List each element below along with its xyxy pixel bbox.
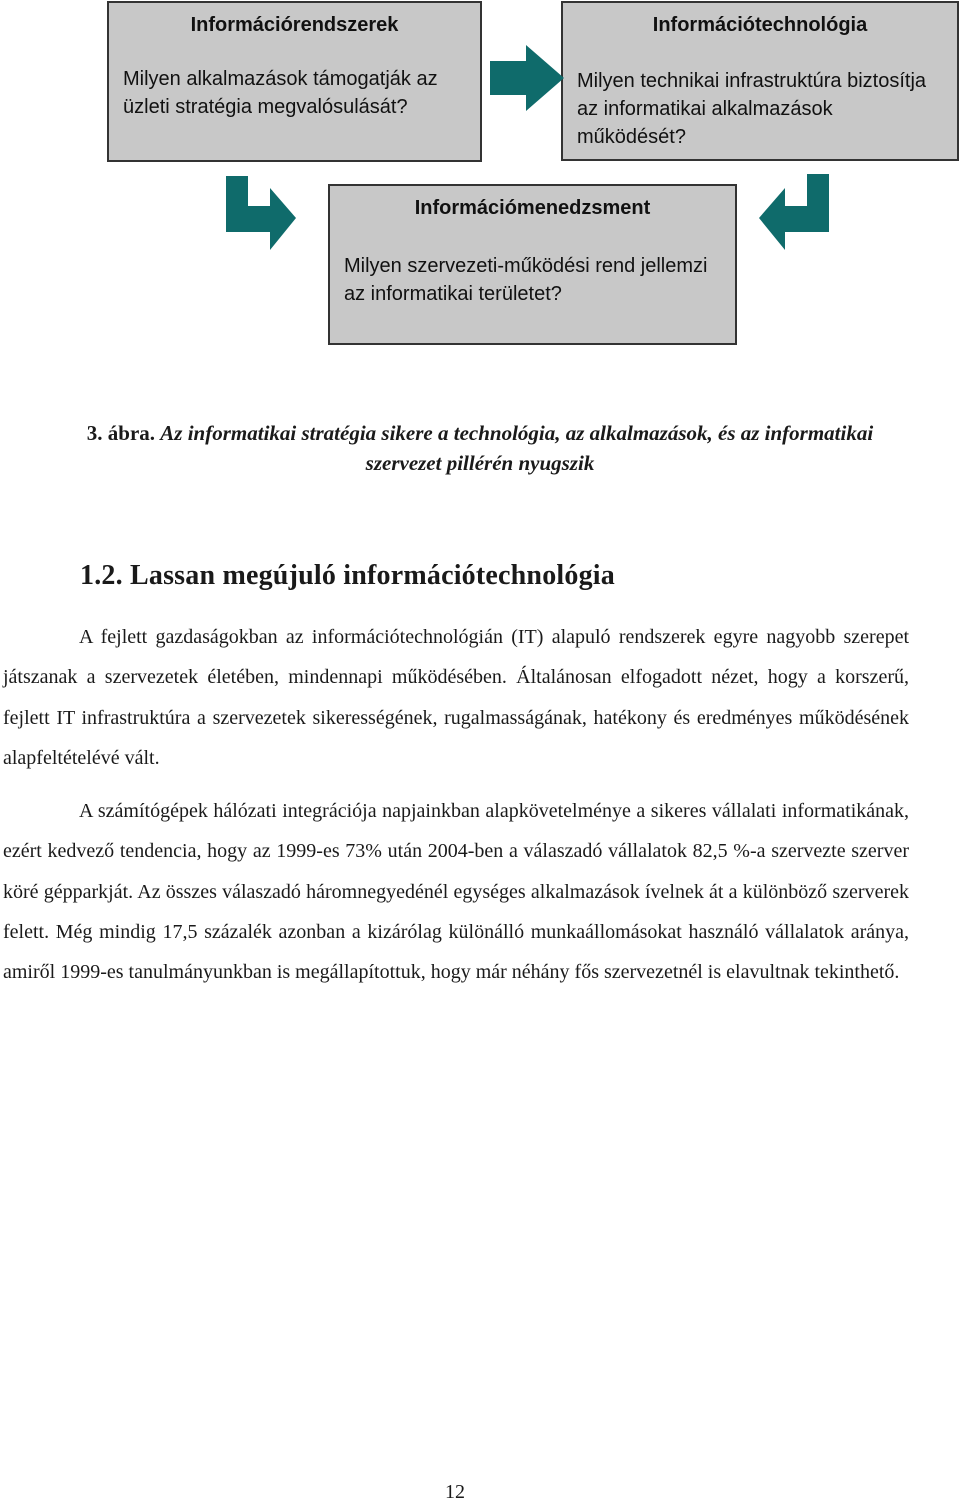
arrow-right-icon	[490, 45, 564, 111]
figure-label: 3. ábra.	[86, 421, 156, 445]
information-technology-question: Milyen technikai infrastruktúra biztosítja az informatikai alkalmazások működését?	[577, 70, 927, 148]
body-paragraph: A számítógépek hálózati integrációja napjainkban alapkövetelménye a sikeres vállalati informatikának, ezért kedvező tendencia, hogy az 1999-es 73% után 2004-ben a válaszadó vállalatok 82,5 %-a szervezte szerver köré gépparkját. Az összes válaszadó háromnegyedénél egységes alkalmazások ívelnek át a különböző szerverek felett. Még mindig 17,5 százalék azonban a kizárólag különálló munkaállomásokat használó vállalatok aránya, amiről 1999-es tanulmányunkban is megállapítottuk, hogy már néhány fős szervezetnél is elavultnak tekinthető.	[3, 800, 909, 984]
page-number: 12	[445, 1481, 465, 1503]
information-systems-question: Milyen alkalmazások támogatják az üzleti stratégia megvalósulását?	[123, 68, 438, 118]
information-technology-box	[561, 1, 959, 161]
information-systems-box	[107, 1, 482, 162]
information-technology-title: Információtechnológia	[652, 14, 868, 36]
figure-caption-line-2: szervezet pillérén nyugszik	[365, 451, 595, 475]
body-paragraph: A fejlett gazdaságokban az információtechnológián (IT) alapuló rendszerek egyre nagyobb szerepet játszanak a szervezetek életében, mindennapi működésében. Általánosan elfogadott nézet, hogy a korszerű, fejlett IT infrastruktúra a szervezetek sikerességének, rugalmasságának, hatékony és eredményes működésének alapfeltételévé vált.	[3, 626, 909, 769]
section-heading: 1.2. Lassan megújuló információtechnológia	[80, 560, 615, 591]
information-management-title: Információmenedzsment	[414, 197, 651, 219]
arrow-down-right-icon	[226, 176, 296, 250]
information-management-box	[328, 184, 737, 345]
figure-caption	[0, 418, 960, 478]
figure-caption-line-1: Az informatikai stratégia sikere a technológia, az alkalmazások, és az informatikai	[160, 421, 874, 445]
information-management-question: Milyen szervezeti-működési rend jellemzi az informatikai területet?	[344, 255, 708, 305]
arrow-down-left-icon	[759, 174, 829, 250]
information-systems-title: Információrendszerek	[190, 14, 399, 36]
